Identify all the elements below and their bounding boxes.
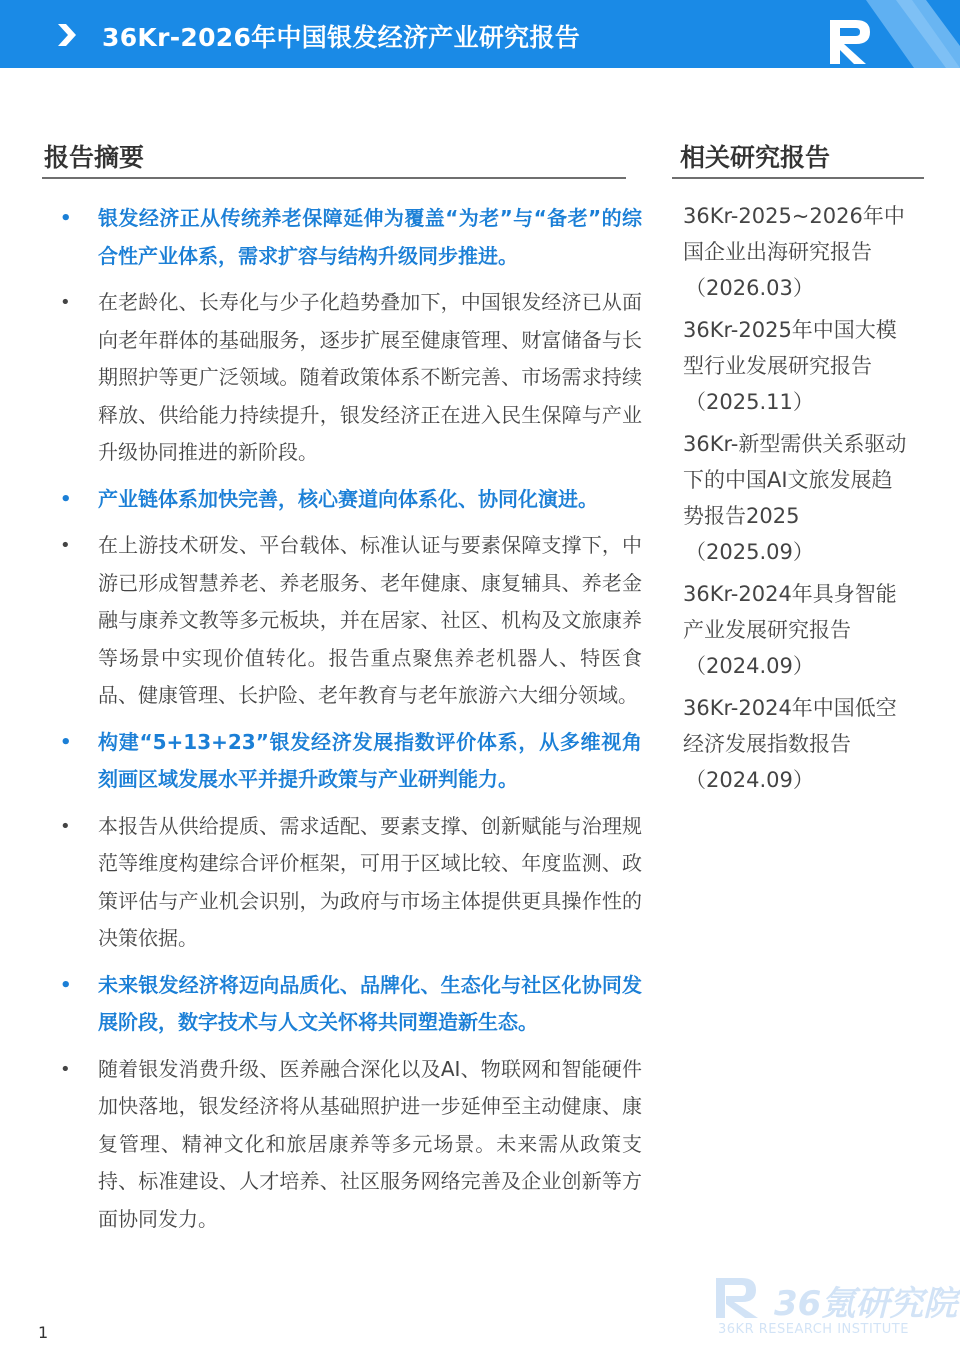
summary-key-point [42, 724, 642, 799]
related-report-date: （2026.03） [685, 276, 814, 300]
chevron-right-icon [58, 24, 76, 46]
related-heading: 相关研究报告 [680, 143, 831, 172]
bullet-icon: • [60, 815, 71, 837]
36kr-logo-icon [826, 0, 960, 68]
related-report-date: （2025.11） [685, 390, 814, 414]
related-divider [672, 177, 924, 179]
summary-paragraph [42, 1051, 642, 1239]
report-title: 36Kr-2026年中国银发经济产业研究报告 [102, 23, 581, 52]
related-report-item[interactable] [683, 198, 913, 306]
summary-key-point [42, 200, 642, 275]
bullet-icon: • [60, 488, 72, 510]
related-report-item[interactable] [683, 426, 913, 570]
summary-text: 本报告从供给提质、需求适配、要素支撑、创新赋能与治理规范等维度构建综合评价框架，可用于区域比较、年度监测、政策评估与产业机会识别，为政府与市场主体提供更具操作性的决策依据。 [98, 813, 642, 950]
related-reports-list [683, 198, 913, 804]
watermark-logo-icon [714, 1276, 764, 1320]
summary-text: 在老龄化、长寿化与少子化趋势叠加下，中国银发经济已从面向老年群体的基础服务，逐步扩展至健康管理、财富储备与长期照护等更广泛领域。随着政策体系不断完善、市场需求持续释放、供给能力持续提升，银发经济正在进入民生保障与产业升级协同推进的新阶段。 [98, 290, 642, 464]
watermark [714, 1274, 958, 1344]
related-report-date: （2024.09） [685, 654, 814, 678]
summary-paragraph [42, 284, 642, 472]
summary-paragraph [42, 527, 642, 715]
summary-divider [42, 177, 626, 179]
summary-text: 在上游技术研发、平台载体、标准认证与要素保障支撑下，中游已形成智慧养老、养老服务、老年健康、康复辅具、养老金融与康养文教等多元板块，并在居家、社区、机构及文旅康养等场景中实现价值转化。报告重点聚焦养老机器人、特医食品、健康管理、长护险、老年教育与老年旅游六大细分领域。 [98, 533, 642, 707]
watermark-subtext: 36KR RESEARCH INSTITUTE [718, 1322, 909, 1337]
summary-text: 银发经济正从传统养老保障延伸为覆盖“为老”与“备老”的综合性产业体系，需求扩容与结构升级同步推进。 [98, 206, 642, 268]
bullet-icon: • [60, 208, 72, 229]
summary-key-point [42, 481, 642, 519]
bullet-icon: • [60, 731, 72, 753]
bullet-icon: • [60, 292, 71, 313]
related-report-title[interactable]: 36Kr-2025年中国大模型行业发展研究报告 [683, 318, 897, 378]
bullet-icon: • [60, 535, 71, 556]
related-report-date: （2025.09） [685, 540, 814, 564]
related-report-item[interactable] [683, 312, 913, 420]
related-report-item[interactable] [683, 576, 913, 684]
bullet-icon: • [60, 974, 72, 996]
related-report-date: （2024.09） [685, 768, 814, 792]
related-report-title[interactable]: 36Kr-2024年中国低空经济发展指数报告 [683, 696, 897, 756]
summary-text: 随着银发消费升级、医养融合深化以及AI、物联网和智能硬件加快落地，银发经济将从基础照护进一步延伸至主动健康、康复管理、精神文化和旅居康养等多元场景。未来需从政策支持、标准建设、人才培养、社区服务网络完善及企业创新等方面协同发力。 [98, 1056, 642, 1231]
summary-text: 未来银发经济将迈向品质化、品牌化、生态化与社区化协同发展阶段，数字技术与人文关怀将共同塑造新生态。 [98, 972, 642, 1034]
related-report-title[interactable]: 36Kr-新型需供关系驱动下的中国AI文旅发展趋势报告2025 [683, 432, 907, 528]
header-banner [0, 0, 960, 68]
bullet-icon: • [60, 1058, 71, 1080]
summary-paragraph [42, 808, 642, 958]
summary-list [42, 200, 642, 1247]
watermark-text: 36氪研究院 [774, 1284, 958, 1324]
related-report-title[interactable]: 36Kr-2025~2026年中国企业出海研究报告 [683, 204, 905, 264]
summary-key-point [42, 967, 642, 1042]
related-report-title[interactable]: 36Kr-2024年具身智能产业发展研究报告 [683, 582, 897, 642]
summary-heading: 报告摘要 [44, 143, 145, 172]
summary-text: 构建“5+13+23”银发经济发展指数评价体系，从多维视角刻画区域发展水平并提升政策与产业研判能力。 [98, 729, 642, 791]
related-report-item[interactable] [683, 690, 913, 798]
summary-text: 产业链体系加快完善，核心赛道向体系化、协同化演进。 [98, 486, 598, 511]
page-number: 1 [38, 1323, 49, 1342]
